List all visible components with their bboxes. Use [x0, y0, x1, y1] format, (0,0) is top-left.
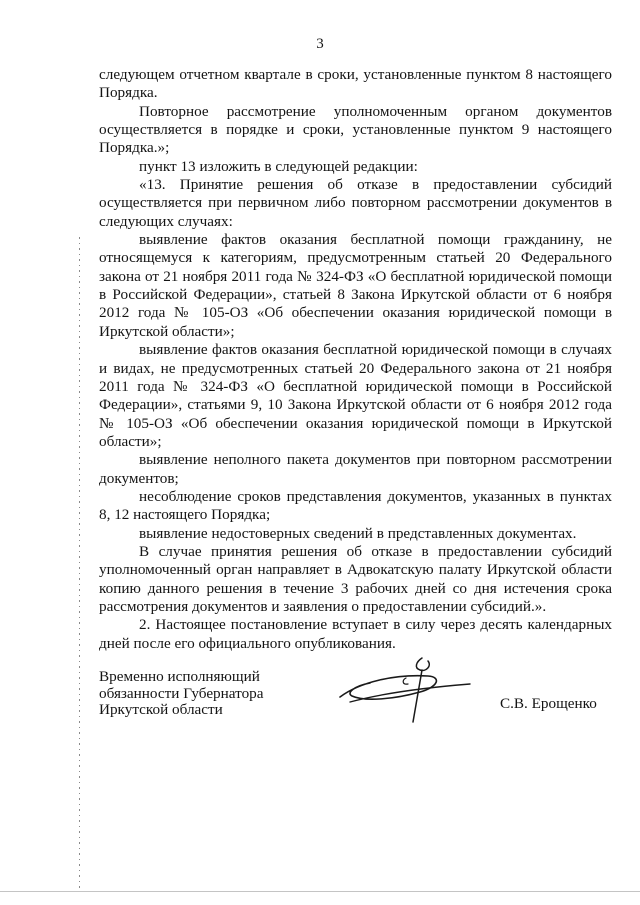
- paragraph-item-13: «13. Принятие решения об отказе в предоставлении субсидий осуществляется при первичном либо повторном рассмотрении документов в следующих случаях:: [99, 176, 612, 230]
- signer-position-line: Иркутской области: [99, 701, 223, 718]
- paragraph-effective-date: 2. Настоящее постановление вступает в силу через десять календарных дней после его официального опубликования.: [99, 616, 612, 652]
- paragraph-continuation: следующем отчетном квартале в сроки, установленные пунктом 8 настоящего Порядка.: [99, 66, 612, 102]
- paragraph-item-13-intro: пункт 13 изложить в следующей редакции:: [139, 157, 418, 175]
- signer-name: С.В. Ерощенко: [500, 695, 597, 712]
- page-number: 3: [316, 36, 324, 52]
- document-body: [99, 66, 612, 653]
- paragraph-case-1: выявление фактов оказания бесплатной помощи гражданину, не относящемуся к категориям, предусмотренным статьей 20 Федерального закона от 21 ноября 2011 года № 324-ФЗ «О бесплатной юридической помощи в Российской Федерации», статьей 8 Закона Иркутской области от 6 ноября 2012 года № 105-ОЗ «Об обеспечении оказания юридической помощи в Иркутской области»;: [99, 231, 612, 340]
- signer-position-line: Временно исполняющий: [99, 668, 260, 685]
- paragraph-case-3: выявление неполного пакета документов при повторном рассмотрении документов;: [99, 451, 612, 487]
- paragraph-repeat-review: Повторное рассмотрение уполномоченным органом документов осуществляется в порядке и сроки, установленные пунктом 9 настоящего Порядка.»;: [99, 102, 612, 157]
- paragraph-case-2: выявление фактов оказания бесплатной юридической помощи в случаях и видах, не предусмотренных статьей 20 Федерального закона от 21 ноября 2011 года № 324-ФЗ «О бесплатной юридической помощи в Российской Федерации», статьями 9, 10 Закона Иркутской области от 6 ноября 2012 года № 105-ОЗ «Об обеспечении оказания юридической помощи в Иркутской области»;: [99, 341, 612, 450]
- paragraph-case-4: несоблюдение сроков представления документов, указанных в пунктах 8, 12 настоящего Порядка;: [99, 487, 612, 524]
- signer-position: [99, 669, 264, 719]
- paragraph-case-5: выявление недостоверных сведений в представленных документах.: [139, 524, 577, 542]
- paragraph-refusal-notice: В случае принятия решения об отказе в предоставлении субсидий уполномоченный орган направляет в Адвокатскую палату Иркутской области копию данного решения в течение 3 рабочих дней со дня истечения срока рассмотрения документов и заявления о предоставлении субсидий.».: [99, 542, 612, 615]
- handwritten-signature: [310, 652, 475, 727]
- signer-position-line: обязанности Губернатора: [99, 684, 264, 702]
